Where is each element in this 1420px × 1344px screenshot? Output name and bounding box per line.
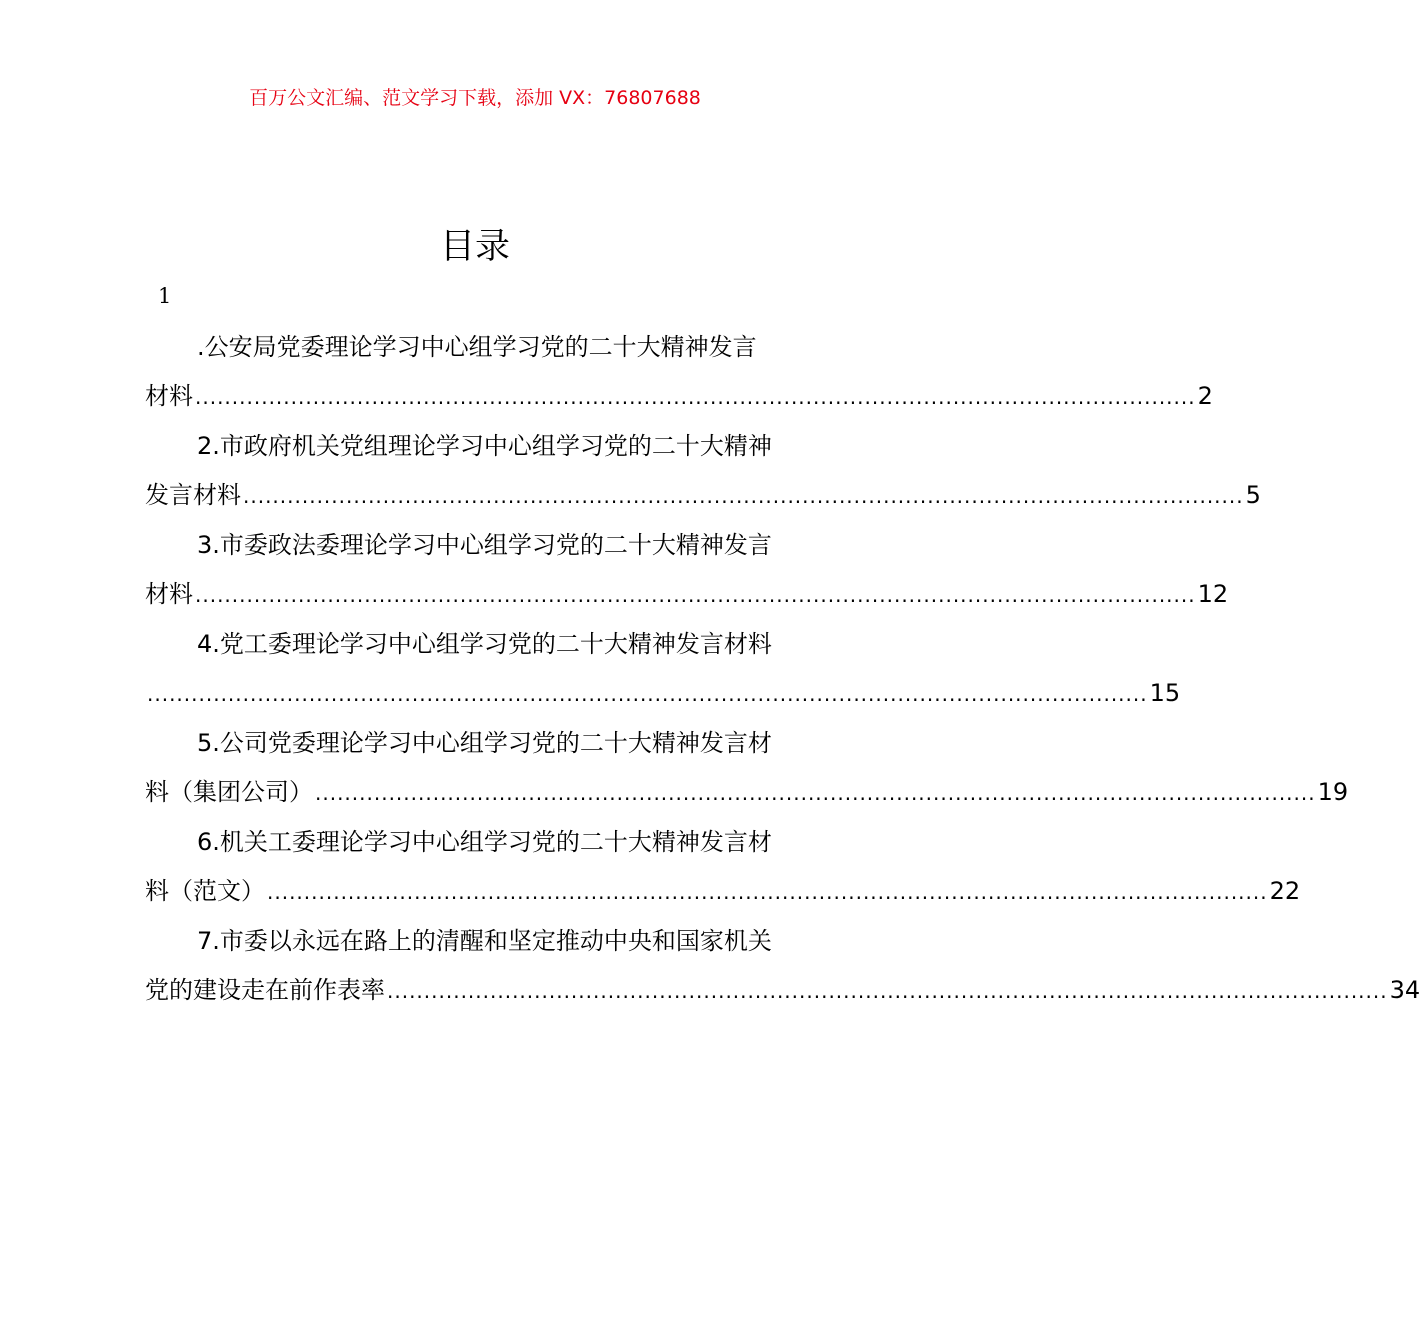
toc-entry-title-line2: 发言材料	[145, 481, 241, 509]
toc-entry-title-line1: 5.公司党委理论学习中心组学习党的二十大精神发言材	[197, 729, 772, 757]
dot-leader: ........................................................................................................................................	[387, 979, 1388, 1003]
toc-page-number: 34	[1389, 976, 1420, 1004]
dot-leader: ........................................................................................................................................	[147, 682, 1148, 706]
toc-entry[interactable]	[145, 520, 1229, 619]
header-note: 百万公文汇编、范文学习下载，添加 VX：76807688	[249, 87, 701, 109]
toc-entry[interactable]	[145, 322, 1213, 421]
page-title: 目录	[439, 227, 510, 267]
toc-entry[interactable]	[145, 817, 1301, 916]
dot-leader: ........................................................................................................................................	[195, 385, 1196, 409]
stray-number: 1	[158, 284, 172, 308]
toc-page-number: 22	[1269, 877, 1301, 905]
toc-page-number: 5	[1245, 481, 1261, 509]
toc-entry-title-line1: .公安局党委理论学习中心组学习党的二十大精神发言	[197, 333, 757, 361]
toc-entry[interactable]	[145, 718, 1349, 817]
toc-entry-title-line2: 料（范文）	[145, 877, 265, 905]
toc-entry-title-line1: 4.党工委理论学习中心组学习党的二十大精神发言材料	[197, 630, 772, 658]
dot-leader: ........................................................................................................................................	[267, 880, 1268, 904]
toc-page-number: 19	[1317, 778, 1349, 806]
dot-leader: ........................................................................................................................................	[195, 583, 1196, 607]
toc-page-number: 15	[1149, 679, 1181, 707]
toc-entry[interactable]	[145, 619, 1181, 718]
toc-entry-title-line2: 材料	[145, 580, 193, 608]
toc-entry[interactable]	[145, 421, 1261, 520]
dot-leader: ........................................................................................................................................	[315, 781, 1316, 805]
toc-entry-title-line1: 2.市政府机关党组理论学习中心组学习党的二十大精神	[197, 432, 772, 460]
table-of-contents	[145, 322, 1420, 1015]
toc-entry[interactable]	[145, 916, 1420, 1015]
dot-leader: ........................................................................................................................................	[243, 484, 1244, 508]
toc-entry-title-line2: 材料	[145, 382, 193, 410]
toc-page-number: 12	[1197, 580, 1229, 608]
toc-page-number: 2	[1197, 382, 1213, 410]
toc-entry-title-line1: 6.机关工委理论学习中心组学习党的二十大精神发言材	[197, 828, 772, 856]
toc-entry-title-line2: 党的建设走在前作表率	[145, 976, 385, 1004]
toc-entry-title-line2: 料（集团公司）	[145, 778, 313, 806]
toc-entry-title-line1: 3.市委政法委理论学习中心组学习党的二十大精神发言	[197, 531, 772, 559]
toc-entry-title-line1: 7.市委以永远在路上的清醒和坚定推动中央和国家机关	[197, 927, 772, 955]
